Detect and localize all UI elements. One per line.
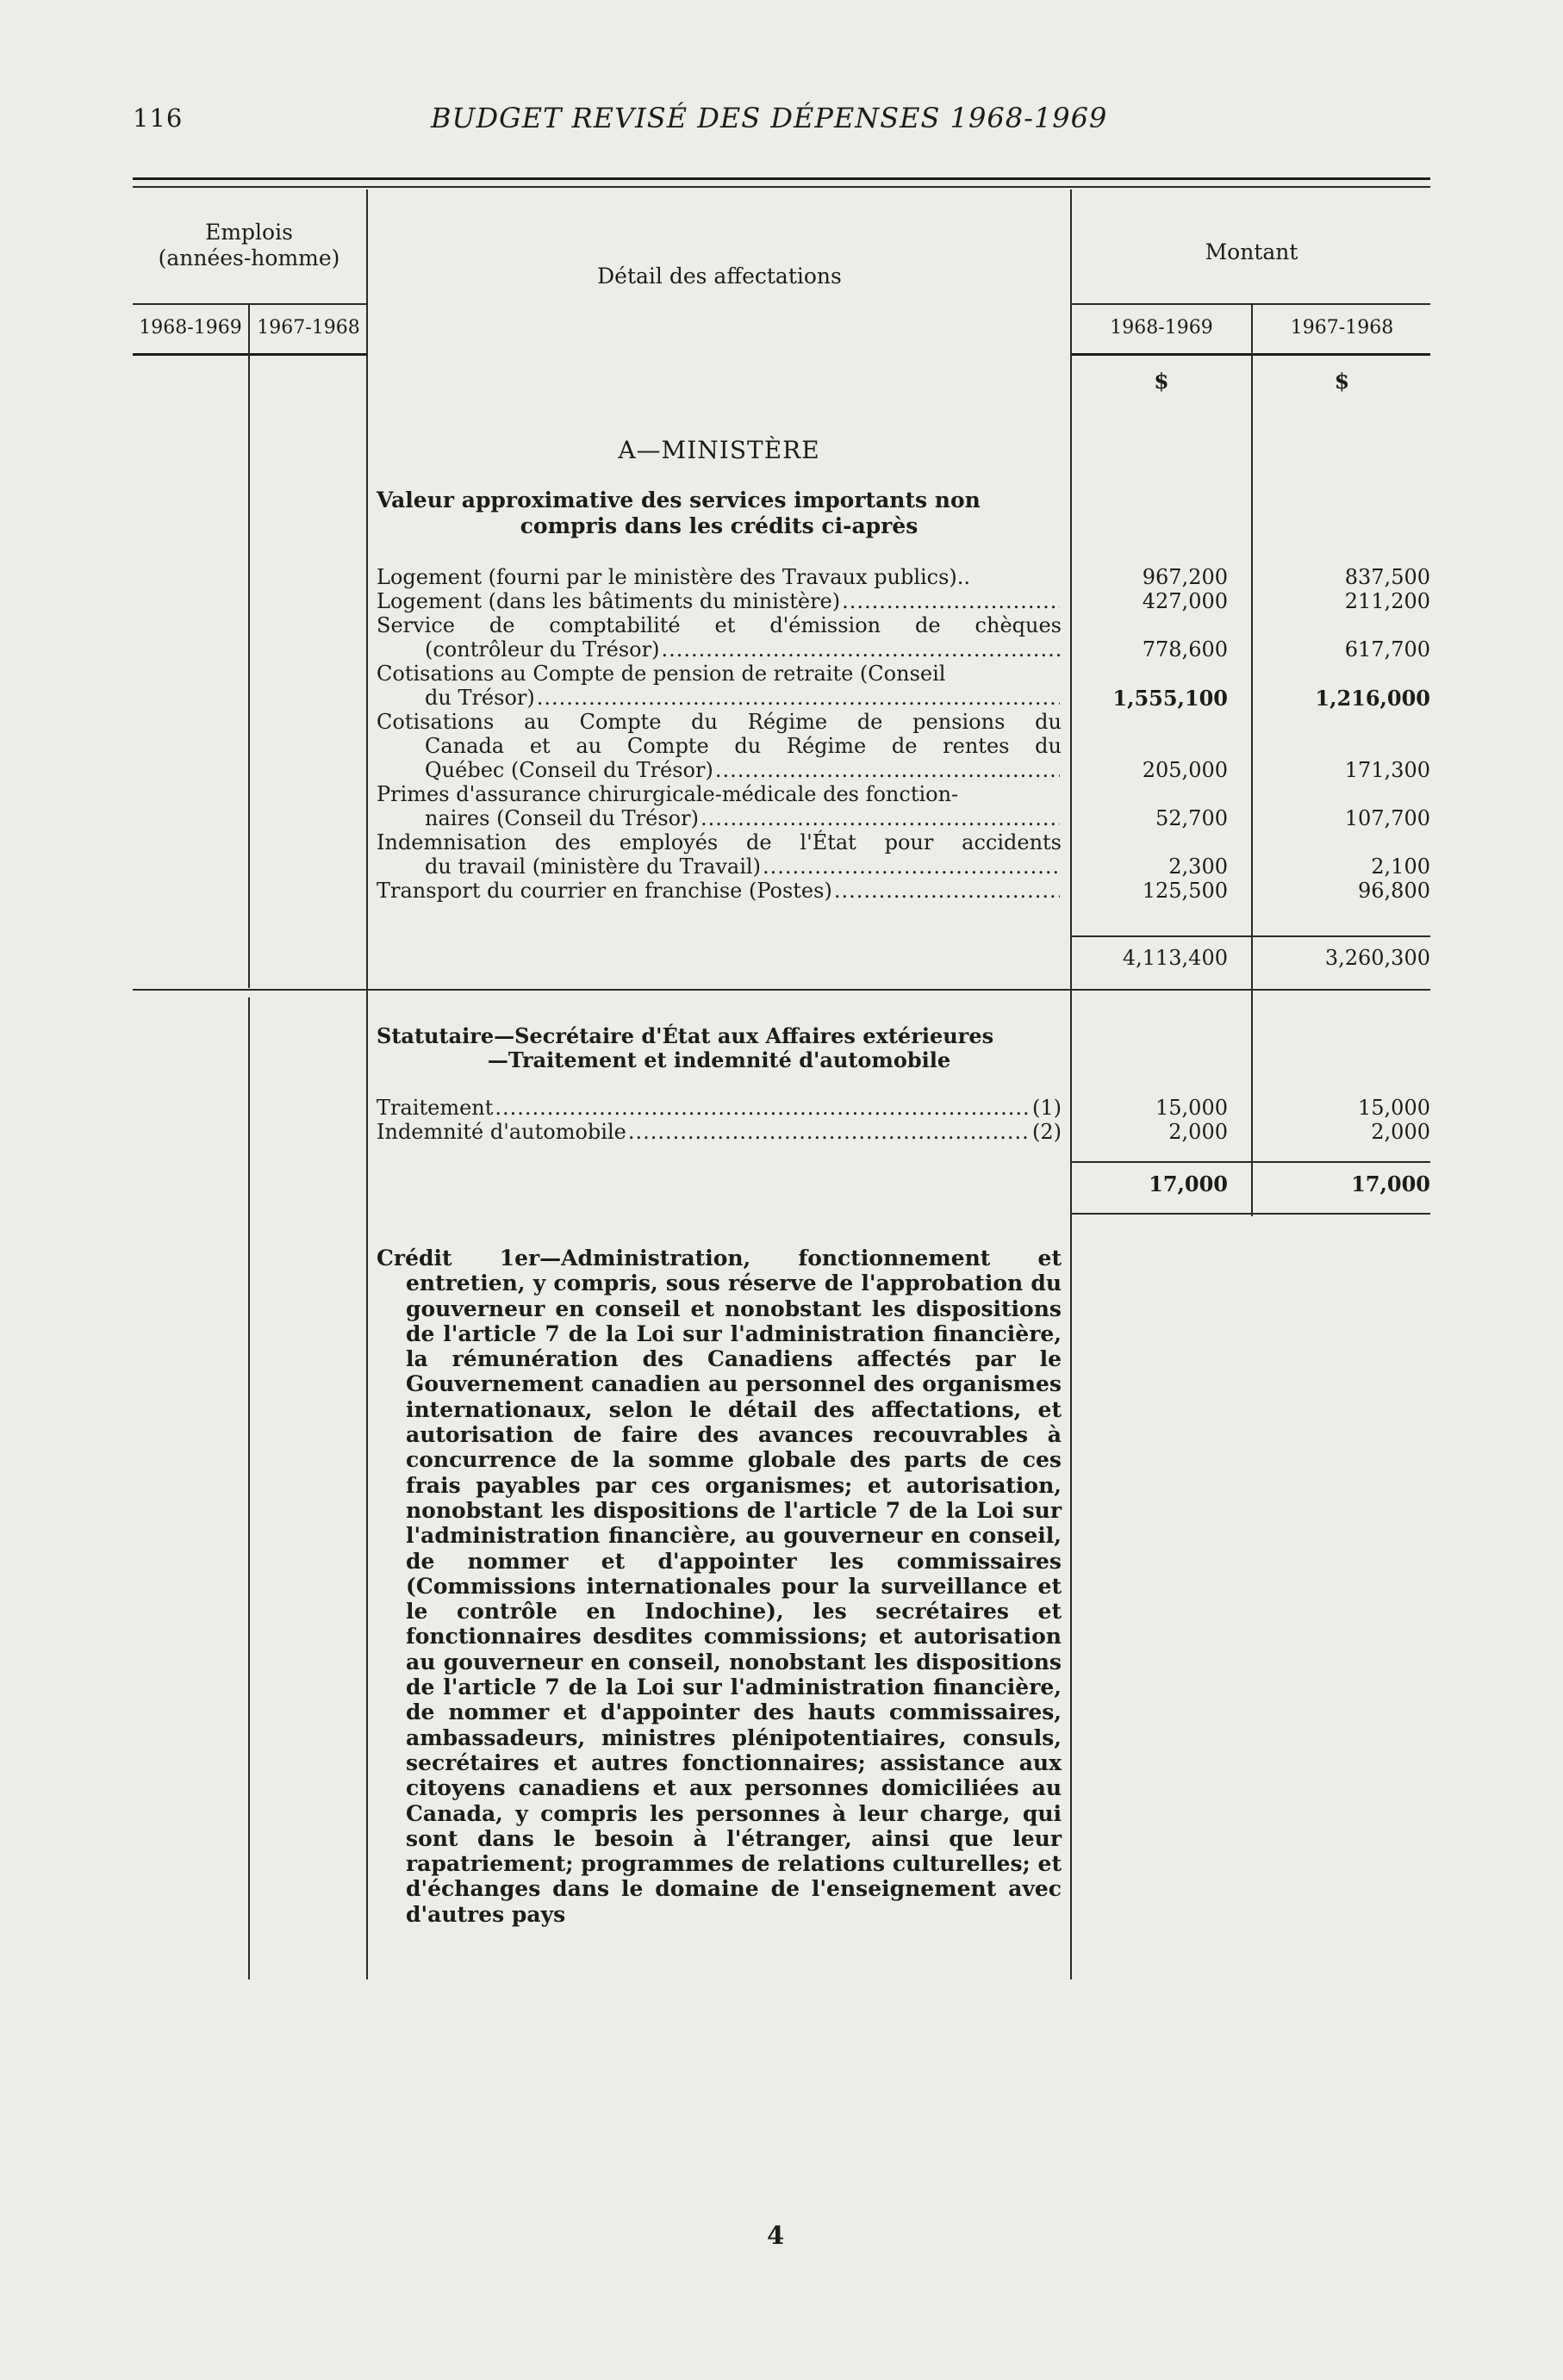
page-number: 116 xyxy=(133,103,184,133)
section-divider xyxy=(133,989,1430,991)
row-label-cont: du Trésor) xyxy=(425,686,535,710)
services-heading-line1: Valeur approximative des services importants non xyxy=(377,488,981,513)
detail-header: Détail des affectations xyxy=(597,264,842,289)
row-label: Indemnité d'automobile xyxy=(377,1120,626,1144)
row-label: Indemnisation des employés de l'État pour accidents xyxy=(377,830,1062,854)
value-1968: 125,500 xyxy=(1142,879,1228,903)
total-1967: 3,260,300 xyxy=(1324,946,1430,970)
list-item xyxy=(377,830,1062,879)
row-label-cont: naires (Conseil du Trésor) xyxy=(425,806,699,830)
value-1968: 1,555,100 xyxy=(1112,686,1228,711)
value-1968: 427,000 xyxy=(1142,589,1228,613)
value-1968: 52,700 xyxy=(1155,806,1228,830)
value-1968: 15,000 xyxy=(1155,1096,1228,1120)
list-item xyxy=(377,662,1062,710)
subheader-rule-left xyxy=(133,303,367,305)
value-1967: 15,000 xyxy=(1358,1096,1430,1120)
list-item xyxy=(377,1120,1062,1144)
services-heading-line2: compris dans les crédits ci-après xyxy=(520,513,918,538)
row-label-cont: Canada et au Compte du Régime de rentes du xyxy=(425,734,1062,758)
value-1967: 2,000 xyxy=(1371,1120,1430,1144)
section-title: A—MINISTÈRE xyxy=(618,436,820,464)
top-rule xyxy=(133,177,1430,180)
emplois-header: Emplois xyxy=(205,220,293,245)
row-label-cont: Québec (Conseil du Trésor) xyxy=(425,758,713,782)
credit-1-text: Crédit 1er—Administration, fonctionnement et entretien, y compris, sous réserve de l'approbation du gouverneur en conseil et nonobstant les dispositions de l'article 7 de la Loi sur l'administration financière, la rémunération des Canadiens affectés par le Gouvernement canadien au personnel des organismes internationaux, selon le détail des affectations, et autorisation de faire des avances recouvrables à concurrence de la somme globale des parts de ces frais payables par ces organismes; et autorisation, nonobstant les dispositions de l'article 7 de la Loi sur l'administration financière, au gouverneur en conseil, de nommer et d'appointer les commissaires (Commissions internationales pour la surveillance et le contrôle en Indochine), les secrétaires et fonctionnaires desdites commissions; et autorisation au gouverneur en conseil, nonobstant les dispositions de l'article 7 de la Loi sur l'administration financière, de nommer et d'appointer des hauts commissaires, ambassadeurs, ministres plénipotentiaires, consuls, secrétaires et autres fonctionnaires; assistance aux citoyens canadiens et aux personnes domiciliées au Canada, y compris les personnes à leur charge, qui sont dans le besoin à l'étranger, ainsi que leur rapatriement; programmes de relations culturelles; et d'échanges dans le domaine de l'enseignement avec d'autres pays xyxy=(377,1246,1062,1927)
row-label-cont: du travail (ministère du Travail) xyxy=(425,854,761,879)
total-1967: 17,000 xyxy=(1351,1171,1430,1196)
row-label: Cotisations au Compte du Régime de pensions du xyxy=(377,710,1062,734)
row-label-cont: (contrôleur du Trésor) xyxy=(425,637,660,662)
row-ref: (2) xyxy=(1032,1120,1062,1144)
list-item xyxy=(377,589,1062,613)
row-ref: (1) xyxy=(1032,1096,1062,1120)
row-label: Traitement xyxy=(377,1096,494,1120)
total-1968: 17,000 xyxy=(1149,1171,1228,1196)
value-1967: 617,700 xyxy=(1344,637,1430,662)
statutory-heading-line1: Statutaire—Secrétaire d'État aux Affaires extérieures xyxy=(377,1023,994,1048)
value-1967: 96,800 xyxy=(1358,879,1430,903)
emplois-1968-header: 1968-1969 xyxy=(139,317,242,339)
value-1967: 837,500 xyxy=(1344,565,1430,589)
statutory-list xyxy=(377,1096,1062,1144)
row-label: Service de comptabilité et d'émission de chèques xyxy=(377,613,1062,637)
credit-1-paragraph xyxy=(377,1246,1062,1927)
currency-1967: $ xyxy=(1334,369,1350,394)
list-item xyxy=(377,879,1062,903)
subtotal-rule xyxy=(1072,935,1430,937)
value-1968: 967,200 xyxy=(1142,565,1228,589)
col-divider-emplois-1b xyxy=(248,997,250,1979)
total-underline xyxy=(1072,1213,1430,1215)
list-item xyxy=(377,565,1062,589)
value-1968: 2,000 xyxy=(1168,1120,1228,1144)
value-1968: 2,300 xyxy=(1168,854,1228,879)
annees-homme-header: (années-homme) xyxy=(158,245,340,270)
list-item xyxy=(377,1096,1062,1120)
currency-1968: $ xyxy=(1154,369,1169,394)
value-1967: 211,200 xyxy=(1344,589,1430,613)
col-divider-emplois-1 xyxy=(248,303,250,988)
row-label: Transport du courrier en franchise (Postes) xyxy=(377,879,832,903)
emplois-1967-header: 1967-1968 xyxy=(257,317,360,339)
list-item xyxy=(377,710,1062,782)
value-1968: 778,600 xyxy=(1142,637,1228,662)
montant-header: Montant xyxy=(1205,239,1298,264)
statutory-heading-line2: —Traitement et indemnité d'automobile xyxy=(487,1047,951,1072)
value-1967: 107,700 xyxy=(1344,806,1430,830)
total-1968: 4,113,400 xyxy=(1122,946,1228,970)
running-title: BUDGET REVISÉ DES DÉPENSES 1968-1969 xyxy=(431,102,1108,134)
row-label: Logement (dans les bâtiments du ministère) xyxy=(377,589,841,613)
header-bottom-rule-left xyxy=(133,353,367,356)
value-1967: 2,100 xyxy=(1371,854,1430,879)
top-rule-thin xyxy=(133,186,1430,188)
value-1967: 171,300 xyxy=(1344,758,1430,782)
value-1968: 205,000 xyxy=(1142,758,1228,782)
row-label: Primes d'assurance chirurgicale-médicale des fonction- xyxy=(377,782,959,806)
col-divider-montant xyxy=(1251,303,1253,1216)
list-item xyxy=(377,782,1062,830)
signature-number: 4 xyxy=(767,2221,785,2250)
montant-1967-header: 1967-1968 xyxy=(1290,317,1394,339)
col-divider-emplois-2 xyxy=(366,190,368,1979)
subtotal-rule xyxy=(1072,1161,1430,1163)
value-1967: 1,216,000 xyxy=(1315,686,1430,711)
col-divider-detail xyxy=(1070,190,1072,1979)
list-item xyxy=(377,613,1062,662)
services-list xyxy=(377,565,1062,903)
montant-1968-header: 1968-1969 xyxy=(1110,317,1213,339)
row-label: Logement (fourni par le ministère des Travaux publics).. xyxy=(377,565,971,589)
row-label: Cotisations au Compte de pension de retraite (Conseil xyxy=(377,662,946,686)
